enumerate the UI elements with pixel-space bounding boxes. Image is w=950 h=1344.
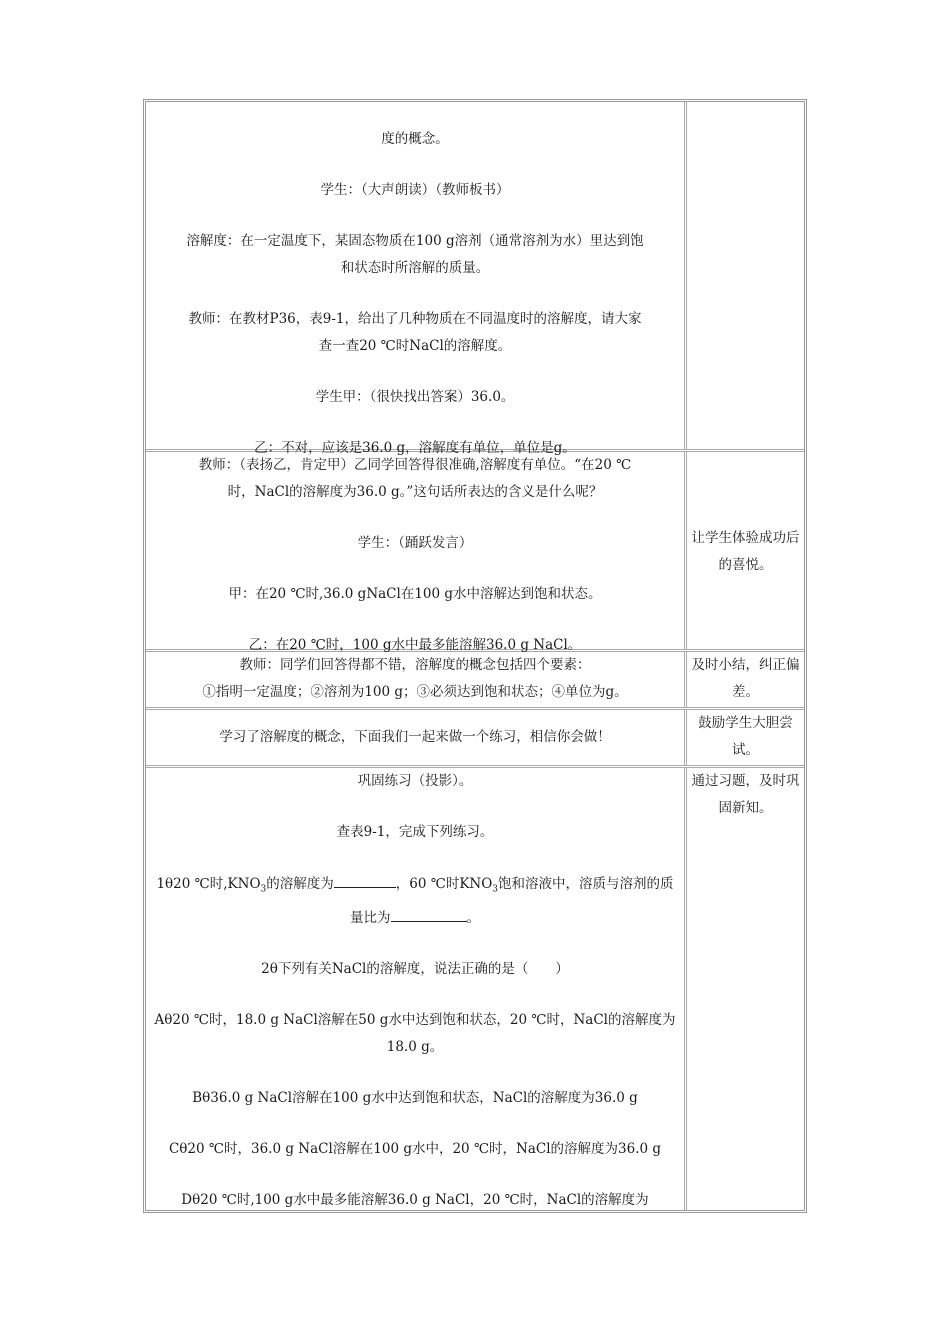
paragraph: 学生：（大声朗读）（教师板书） [320,182,510,198]
paragraph: 教师：在教材P36，表9-1，给出了几种物质在不同温度时的溶解度，请大家查一查20 ℃时NaCl的溶解度。 [188,311,642,354]
paragraph: 甲：在20 ℃时,36.0 gNaCl在100 g水中溶解达到饱和状态。 [228,586,602,602]
note-cell: 鼓励学生大胆尝试。 [698,715,793,758]
paragraph: 巩固练习（投影）。 [357,773,473,789]
content-cell [146,452,687,653]
paragraph: 度的概念。 [381,131,449,147]
paragraph: 教师：同学们回答得都不错，溶解度的概念包括四个要素： [239,657,591,673]
note-cell: 让学生体验成功后的喜悦。 [691,530,800,573]
content-cell [146,102,687,456]
content-cell [146,710,687,765]
option-d: Dθ20 ℃时,100 g水中最多能溶解36.0 g NaCl，20 ℃时，NaCl的溶解度为 [181,1191,649,1208]
answer-blank[interactable] [391,904,467,922]
paragraph: 查表9-1，完成下列练习。 [336,824,494,840]
answer-blank[interactable] [334,870,396,888]
paragraph: ①指明一定温度；②溶剂为100 g；③必须达到饱和状态；④单位为g。 [202,684,628,700]
note-cell [687,102,804,449]
subscript: 3 [260,884,267,895]
question-1 [146,870,684,932]
note-cell: 通过习题，及时巩固新知。 [691,773,800,816]
option-c: Cθ20 ℃时，36.0 g NaCl溶解在100 g水中，20 ℃时，NaCl的溶解度为36.0 g [168,1140,662,1157]
content-cell [146,768,687,1210]
question-2: 2θ下列有关NaCl的溶解度，说法正确的是（ ） [261,960,569,977]
paragraph: 溶解度：在一定温度下，某固态物质在100 g溶剂（通常溶剂为水）里达到饱和状态时所溶解的质量。 [186,233,644,276]
paragraph: 乙：不对，应该是36.0 g，溶解度有单位，单位是g。 [254,440,576,456]
subscript: 3 [492,884,499,895]
paragraph: 学生甲：（很快找出答案）36.0。 [315,389,515,405]
q1-text: 饱和溶液中，溶质与溶剂的质量比为 [350,876,674,926]
note-cell: 及时小结，纠正偏差。 [691,657,800,700]
table-row [146,710,804,768]
table-row [146,102,804,456]
paragraph: 教师：（表扬乙，肯定甲）乙同学回答得很准确,溶解度有单位。“在20 ℃时，NaCl的溶解度为36.0 g。”这句话所表达的含义是什么呢？ [198,457,632,500]
option-a: Aθ20 ℃时，18.0 g NaCl溶解在50 g水中达到饱和状态，20 ℃时，NaCl的溶解度为18.0 g。 [154,1011,676,1055]
content-cell [146,652,687,707]
q1-text: 1θ20 ℃时,KNO [156,876,261,892]
q1-text: 的溶解度为 [266,876,334,892]
lesson-table [143,99,807,1213]
paragraph: 学生：（踊跃发言） [357,535,473,551]
q1-text: 。 [466,909,480,926]
paragraph: 学习了溶解度的概念，下面我们一起来做一个练习，相信你会做！ [219,729,611,745]
paragraph: 乙：在20 ℃时，100 g水中最多能溶解36.0 g NaCl。 [248,637,582,653]
table-row [146,452,804,652]
table-row [146,768,804,1210]
option-b: Bθ36.0 g NaCl溶解在100 g水中达到饱和状态，NaCl的溶解度为36.0 g [192,1089,638,1106]
table-row [146,652,804,710]
q1-text: ，60 ℃时KNO [395,876,493,892]
